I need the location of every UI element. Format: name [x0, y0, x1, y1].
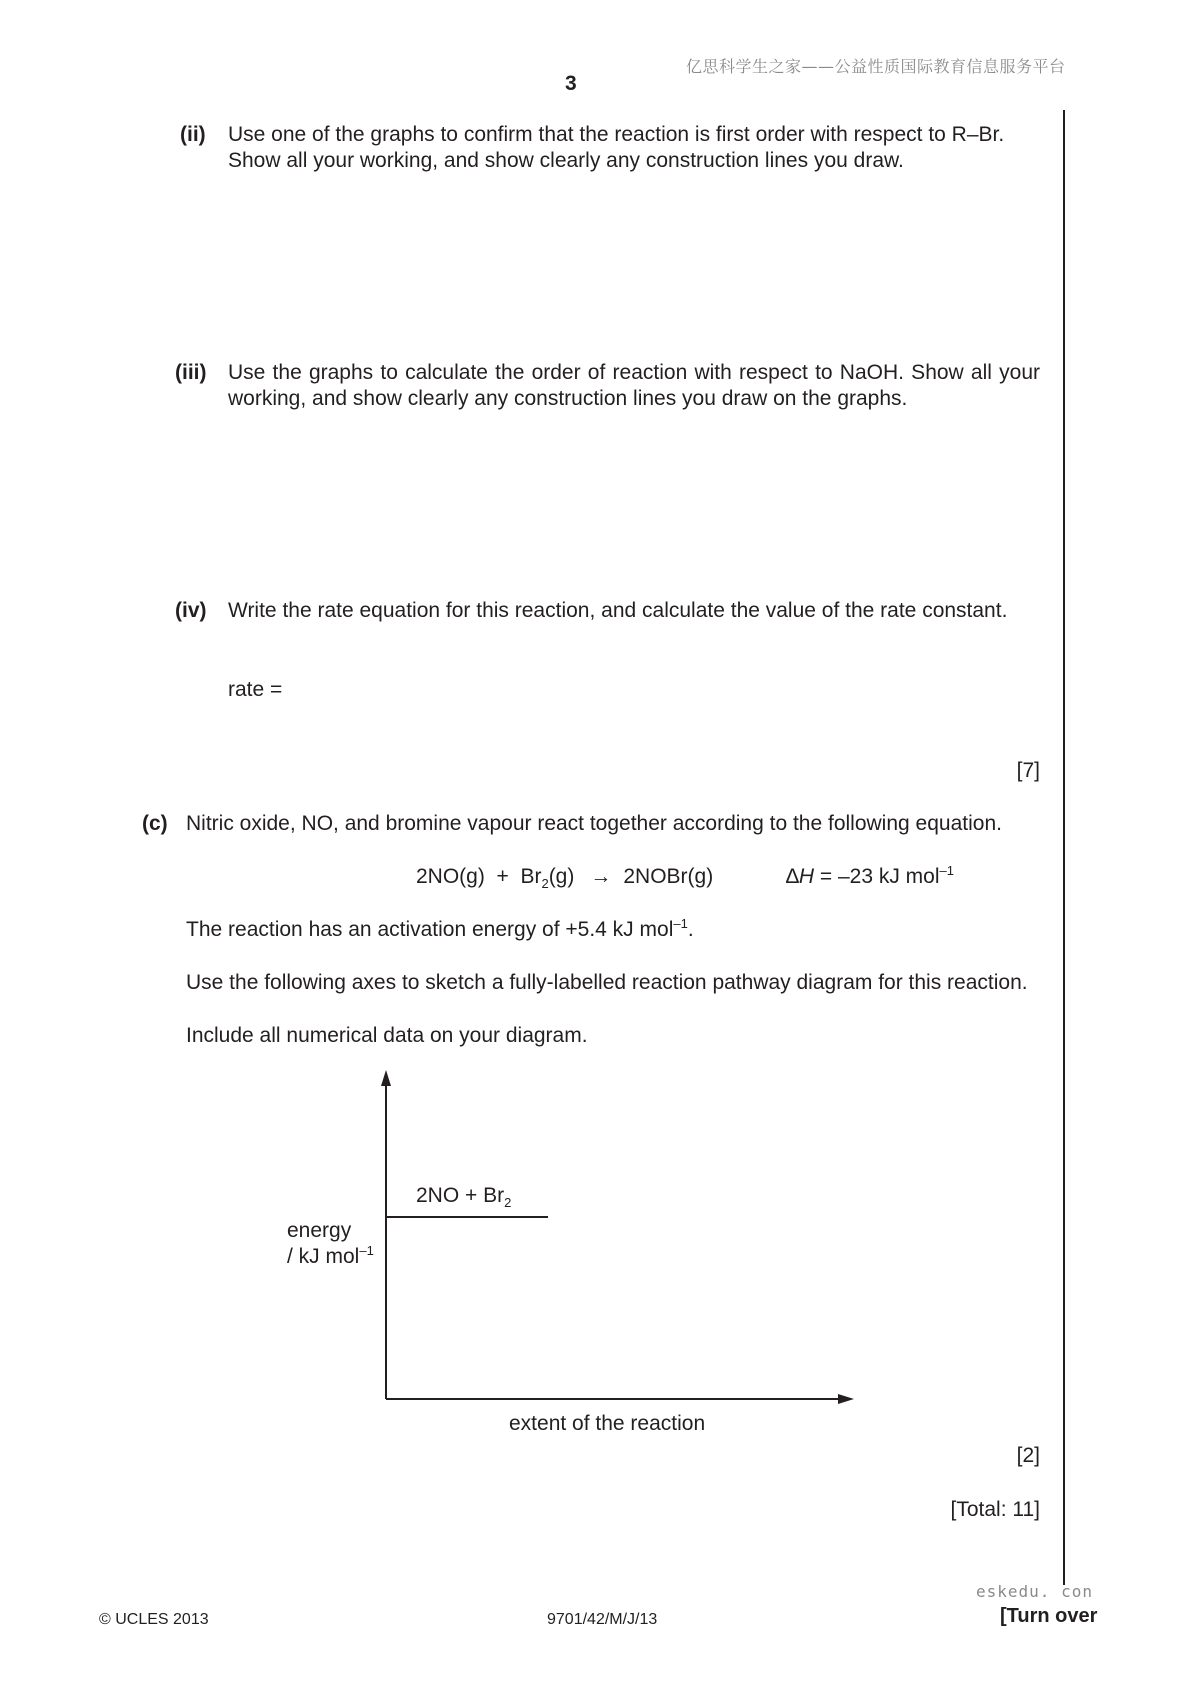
y-axis-unit-exponent: –1: [359, 1243, 374, 1258]
equation-lhs-subscript: 2: [541, 876, 549, 892]
mark-2: [2]: [1016, 1444, 1040, 1467]
paper-code: 9701/42/M/J/13: [547, 1611, 658, 1628]
x-axis-arrowhead: [838, 1394, 854, 1404]
activation-period: .: [687, 918, 694, 941]
y-axis-label-energy: energy: [287, 1219, 352, 1242]
activation-unit-exponent: –1: [673, 916, 688, 931]
reactant-text: 2NO + Br: [416, 1184, 505, 1207]
question-iii-text: Use the graphs to calculate the order of reaction with respect to NaOH. Show all your working, and show clearly any construction lines you draw on the graphs.: [228, 361, 1040, 410]
diagram-instruction: Use the following axes to sketch a fully-labelled reaction pathway diagram for this reaction.: [186, 971, 1028, 994]
question-c-intro: Nitric oxide, NO, and bromine vapour react together according to the following equation.: [186, 812, 1002, 835]
delta-symbol: ∆: [786, 865, 799, 888]
y-axis-label: [287, 1218, 374, 1270]
activation-text: The reaction has an activation energy of +5.4 kJ mol: [186, 918, 674, 941]
question-ii-line2: Show all your working, and show clearly any construction lines you draw.: [228, 149, 904, 172]
reactant-subscript: 2: [504, 1195, 512, 1211]
y-axis-unit-text: / kJ mol: [287, 1245, 360, 1268]
rate-prompt: rate =: [228, 678, 283, 701]
equation-arrow: →: [590, 865, 612, 888]
diagram-instruction-data: Include all numerical data on your diagram.: [186, 1024, 588, 1047]
enthalpy-symbol: H: [798, 865, 815, 888]
y-axis-label-unit: [287, 1244, 374, 1270]
equation-lhs-state: (g): [548, 865, 575, 888]
enthalpy-value: = –23 kJ mol: [814, 865, 940, 888]
equation-lhs: 2NO(g) + Br: [416, 865, 542, 888]
question-ii-line1: Use one of the graphs to confirm that the reaction is first order with respect to R–Br.: [228, 123, 1005, 146]
question-iv-text: Write the rate equation for this reaction, and calculate the value of the rate constant.: [228, 599, 1008, 622]
watermark-bottom: eskedu. con: [976, 1582, 1093, 1601]
question-ii-label: (ii): [180, 123, 206, 146]
mark-7: [7]: [1016, 759, 1040, 782]
question-c-label: (c): [142, 812, 168, 835]
turn-over: [Turn over: [1000, 1605, 1098, 1627]
y-axis-arrowhead: [381, 1070, 391, 1086]
total-marks: [Total: 11]: [950, 1498, 1040, 1521]
reactant-label: [416, 1183, 511, 1209]
x-axis-label: extent of the reaction: [509, 1412, 706, 1435]
question-iv-label: (iv): [175, 599, 207, 622]
page-number: 3: [565, 72, 577, 95]
equation-rhs: 2NOBr(g): [623, 865, 714, 888]
watermark-top: 亿思科学生之家——公益性质国际教育信息服务平台: [686, 57, 1066, 76]
enthalpy-unit-exponent: –1: [939, 863, 954, 878]
question-iii-label: (iii): [175, 361, 207, 384]
copyright: © UCLES 2013: [99, 1611, 209, 1628]
